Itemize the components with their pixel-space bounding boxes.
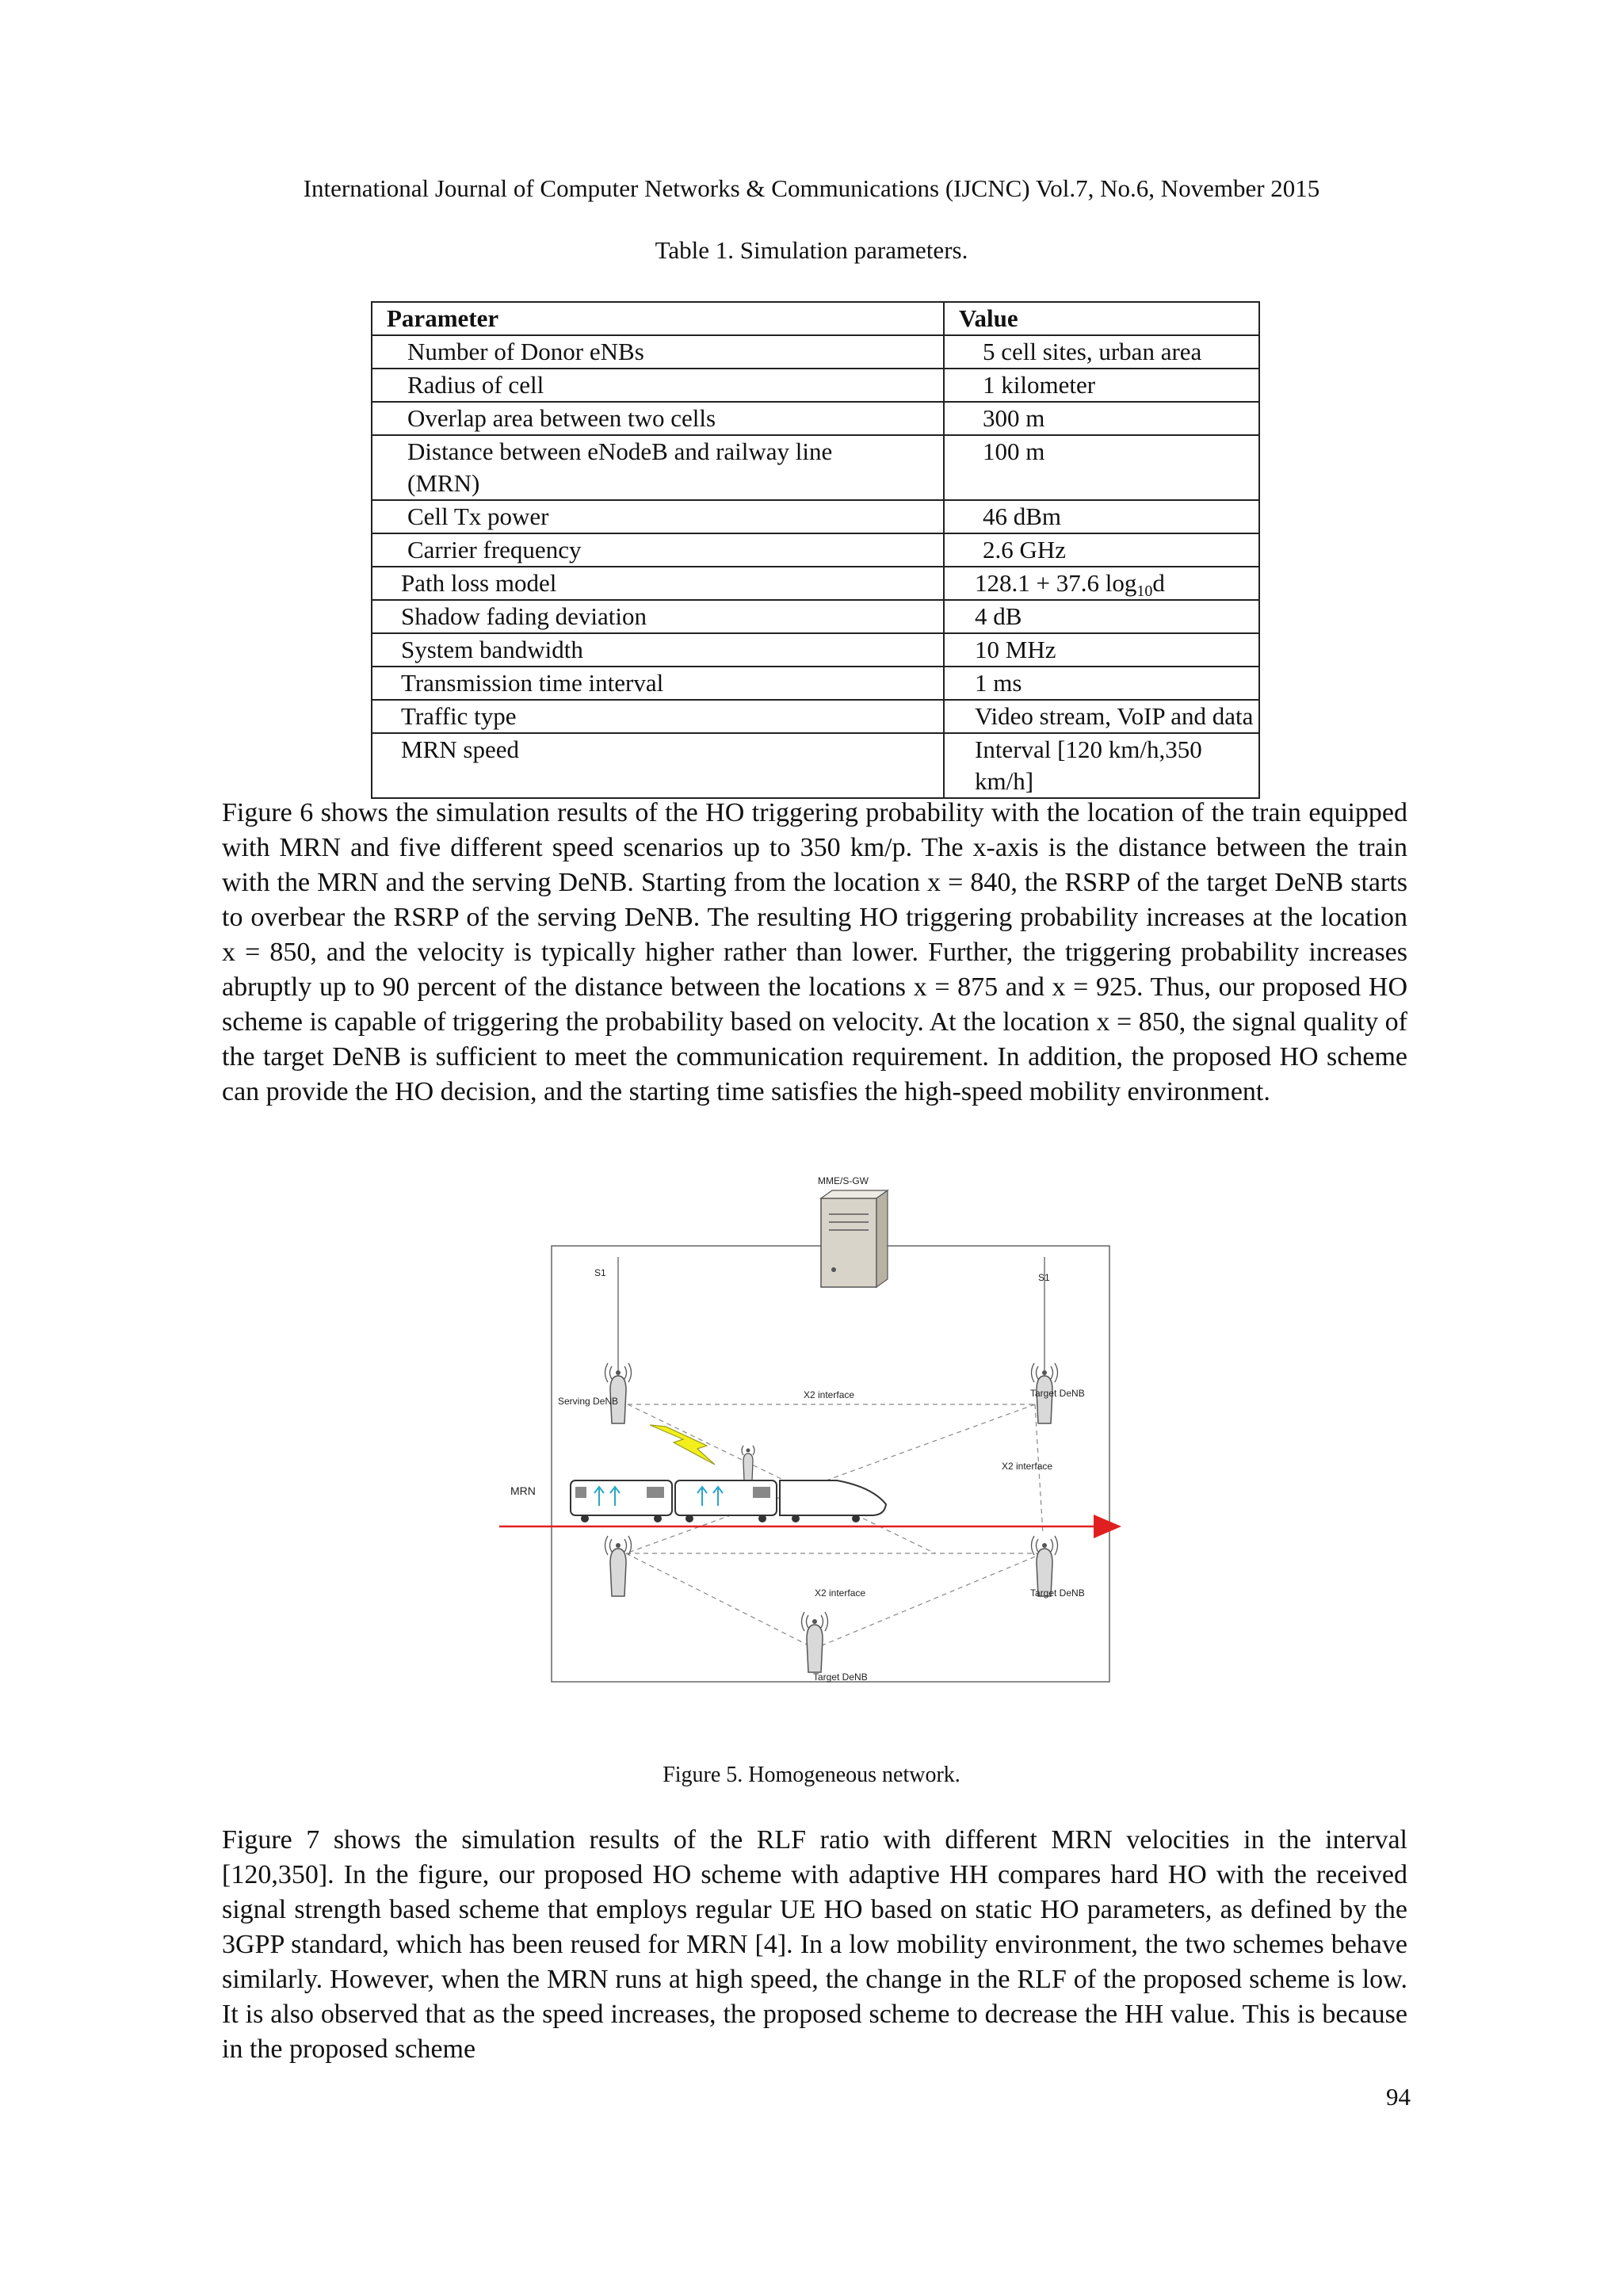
target-denb-label-3: Target DeNB [813, 1671, 868, 1683]
table-row [372, 369, 1259, 402]
s1-label-right: S1 [1038, 1272, 1050, 1283]
pathloss-subscript: 10 [1136, 583, 1153, 600]
target-denb-label-2: Target DeNB [1030, 1587, 1085, 1599]
table-cell-parameter: Path loss model [372, 567, 944, 600]
table-row [372, 533, 1259, 567]
table-header-parameter: Parameter [372, 302, 944, 335]
server-icon [821, 1190, 888, 1287]
table-cell-parameter: Overlap area between two cells [372, 402, 944, 435]
body-paragraph-2: Figure 7 shows the simulation results of the RLF ratio with different MRN velocities in the interval [120,350]. In the figure, our proposed HO scheme with adaptive HH compares hard HO with the received signal strength based scheme that employs regular UE HO based on static HO parameters, as defined by the 3GPP standard, which has been reused for MRN [4]. In a low mobility environment, the two schemes behave similarly. However, when the MRN runs at high speed, the change in the RLF of the proposed scheme is low. It is also observed that as the speed increases, the proposed scheme to decrease the HH value. This is because in the proposed scheme [222, 1825, 1407, 2064]
homogeneous-network-figure [460, 1173, 1173, 1791]
serving-denb-tower-icon [605, 1363, 632, 1423]
target-denb-tower-icon [802, 1612, 828, 1672]
table-header-row [372, 302, 1259, 335]
table-cell-parameter: Number of Donor eNBs [372, 335, 944, 369]
table-header-value: Value [944, 302, 1259, 335]
mrn-antenna-icon [742, 1446, 754, 1480]
page-number: 94 [1386, 2083, 1411, 2111]
table-cell-parameter: System bandwidth [372, 633, 944, 667]
table-cell-parameter: Traffic type [372, 700, 944, 733]
table-cell-parameter: MRN speed [372, 733, 944, 798]
table-cell-value: 46 dBm [944, 500, 1259, 533]
table-cell-parameter: Distance between eNodeB and railway line (MRN) [372, 435, 944, 500]
table-cell-value: 4 dB [944, 600, 1259, 633]
body-paragraph-1: Figure 6 shows the simulation results of the HO triggering probability with the location of the train equipped with MRN and five different speed scenarios up to 350 km/p. The x-axis is the distance between the train with the MRN and the serving DeNB. Starting from the location x = 840, the RSRP of the target DeNB starts to overbear the RSRP of the serving DeNB. The resulting HO triggering probability increases at the location x = 850, and the velocity is typically higher rather than lower. Further, the triggering probability increases abruptly up to 90 percent of the distance between the locations x = 875 and x = 925. Thus, our proposed HO scheme is capable of triggering the probability based on velocity. At the location x = 850, the signal quality of the target DeNB is sufficient to meet the communication requirement. In addition, the proposed HO scheme can provide the HO decision, and the starting time satisfies the high-speed mobility environment. [222, 798, 1407, 1106]
target-denb-label-1: Target DeNB [1030, 1388, 1085, 1399]
table-row [372, 633, 1259, 667]
mrn-label: MRN [510, 1484, 536, 1497]
table-cell-value: 5 cell sites, urban area [944, 335, 1259, 369]
table-cell-value: Interval [120 km/h,350 km/h] [944, 733, 1259, 798]
table-cell-parameter: Transmission time interval [372, 667, 944, 700]
table-row [372, 402, 1259, 435]
table-cell-value: 1 kilometer [944, 369, 1259, 402]
target-denb-tower-icon [605, 1536, 632, 1596]
pathloss-main: 128.1 + 37.6 log [975, 569, 1137, 597]
table-cell-parameter: Shadow fading deviation [372, 600, 944, 633]
x2-label-right: X2 interface [1002, 1461, 1053, 1472]
table-row [372, 600, 1259, 633]
table-cell-value: Video stream, VoIP and data [944, 700, 1259, 733]
table-row [372, 567, 1259, 600]
table-row [372, 700, 1259, 733]
wireless-link-lightning-icon [650, 1425, 715, 1465]
table-cell-value: 10 MHz [944, 633, 1259, 667]
table-cell-parameter: Cell Tx power [372, 500, 944, 533]
figure-caption: Figure 5. Homogeneous network. [663, 1763, 960, 1787]
simulation-parameters-table [371, 301, 1260, 799]
table-row [372, 435, 1259, 500]
network-diagram [460, 1173, 1173, 1744]
table-caption: Table 1. Simulation parameters. [655, 236, 968, 264]
mme-label: MME/S-GW [818, 1175, 869, 1186]
serving-denb-label: Serving DeNB [558, 1396, 619, 1407]
s1-label-left: S1 [594, 1267, 606, 1278]
pathloss-var: d [1152, 569, 1165, 597]
table-row [372, 733, 1259, 798]
x2-label-bottom: X2 interface [815, 1587, 866, 1599]
journal-header: International Journal of Computer Networks & Communications (IJCNC) Vol.7, No.6, November 2015 [303, 174, 1320, 202]
table-cell-value: 100 m [944, 435, 1259, 500]
table-cell-value: 2.6 GHz [944, 533, 1259, 567]
x2-label-top: X2 interface [804, 1389, 855, 1400]
table-cell-value: 1 ms [944, 667, 1259, 700]
table-row [372, 500, 1259, 533]
table-cell-value: 300 m [944, 402, 1259, 435]
table-row [372, 335, 1259, 369]
table-cell-value-pathloss [944, 567, 1259, 600]
table-cell-parameter: Radius of cell [372, 369, 944, 402]
table-row [372, 667, 1259, 700]
table-cell-parameter: Carrier frequency [372, 533, 944, 567]
